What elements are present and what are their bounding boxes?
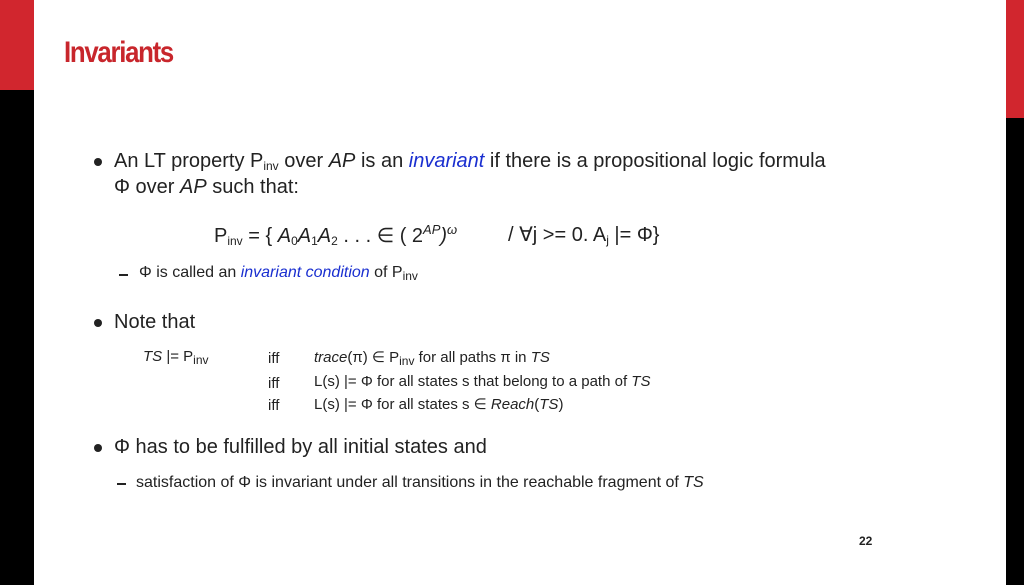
sub-bullet-invariant-condition: Φ is called an invariant condition of $P_{inv}$ bbox=[139, 264, 418, 283]
bullet1-line1: An LT property $P_{inv}$ over AP is an invariant if there is a propositional logic formula bbox=[114, 150, 826, 173]
invariant-term: invariant bbox=[408, 150, 485, 172]
red-accent-bar-right bbox=[1006, 0, 1024, 118]
dash-icon bbox=[119, 274, 128, 276]
invariant-formula: $P_{inv}$ = { $A_0A_1A_2$ . . . ∈ ( $2^{AP})^\omega$ bbox=[214, 222, 458, 248]
bullet-icon bbox=[94, 319, 102, 327]
page-number: 22 bbox=[859, 534, 873, 548]
iff-label-1: iff bbox=[268, 350, 280, 367]
slide-title: Invariants bbox=[64, 36, 173, 69]
note-ts-models: TS |= $P_{inv}$ bbox=[143, 348, 209, 367]
invariant-condition-term: invariant condition bbox=[240, 264, 370, 281]
bullet1-line2: Φ over AP such that: bbox=[114, 176, 299, 198]
slide bbox=[34, 0, 1006, 585]
invariant-formula-condition: / ∀j >= 0. $A_j$ |= Φ} bbox=[508, 224, 660, 247]
bullet3-initial-states: Φ has to be fulfilled by all initial states and bbox=[114, 436, 487, 458]
note-row-3: L(s) |= Φ for all states s ∈ Reach(TS) bbox=[314, 396, 564, 413]
note-row-2: L(s) |= Φ for all states s that belong to a path of TS bbox=[314, 373, 651, 390]
iff-label-2: iff bbox=[268, 375, 280, 392]
red-accent-bar-left bbox=[0, 0, 34, 90]
sub-bullet-satisfaction: satisfaction of Φ is invariant under all transitions in the reachable fragment of TS bbox=[136, 474, 704, 491]
bullet-icon bbox=[94, 158, 102, 166]
dash-icon bbox=[117, 483, 126, 485]
bullet-icon bbox=[94, 444, 102, 452]
bullet2-note-that: Note that bbox=[114, 311, 196, 333]
iff-label-3: iff bbox=[268, 397, 280, 414]
note-row-1: trace(π) ∈ $P_{inv}$ for all paths π in TS bbox=[314, 349, 550, 368]
